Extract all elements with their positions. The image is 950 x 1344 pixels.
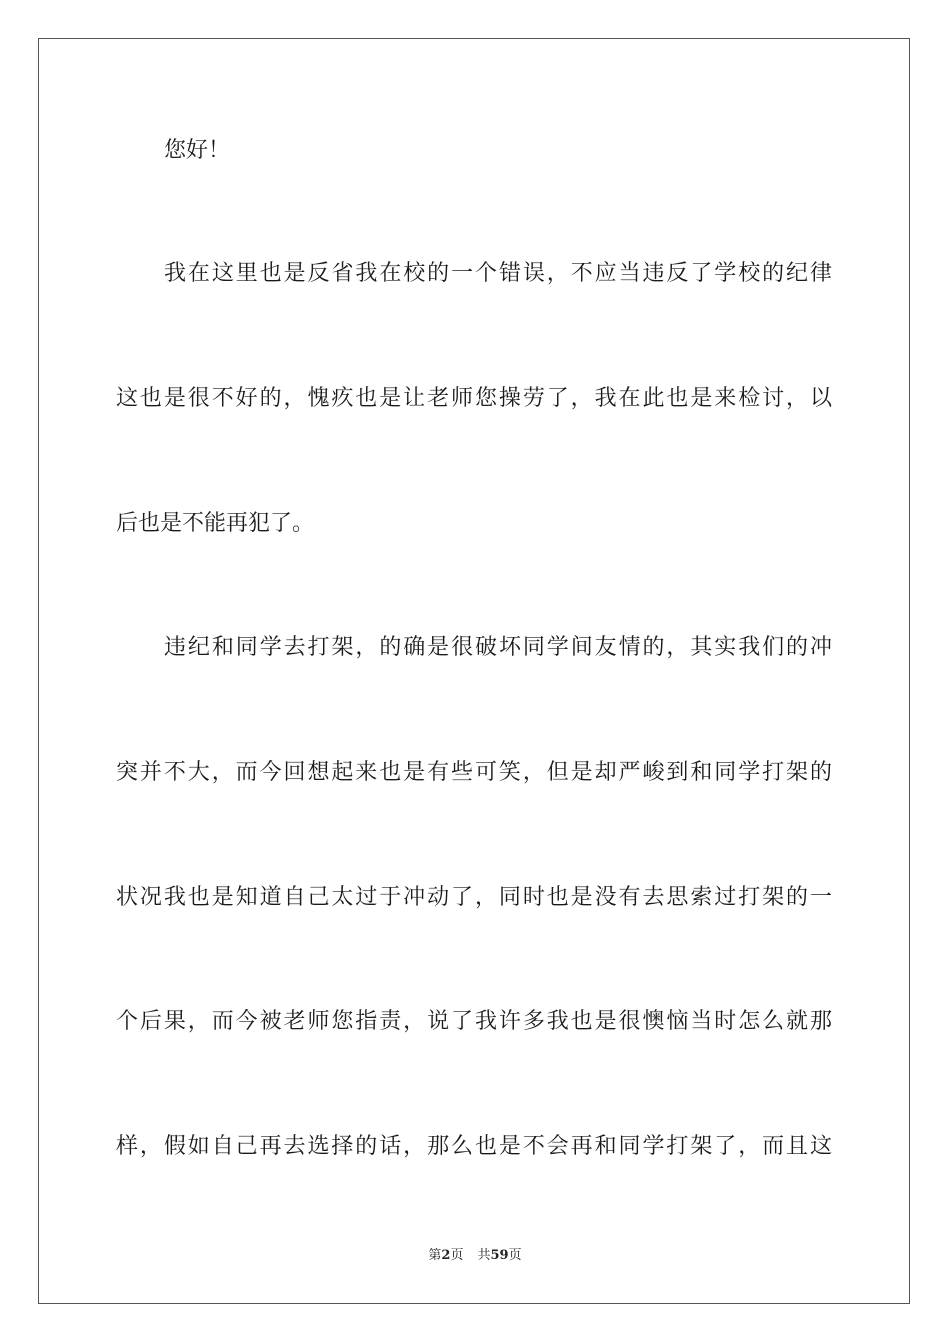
page-suffix: 页 [450, 1248, 464, 1263]
total-suffix: 页 [508, 1248, 522, 1263]
total-prefix: 共 [477, 1248, 491, 1263]
body-line-3: 后也是不能再犯了。 [116, 511, 315, 536]
page-prefix: 第 [428, 1248, 442, 1263]
body-line-4: 违纪和同学去打架，的确是很破坏同学间友情的，其实我们的冲 [164, 635, 832, 660]
page-number: 2 [441, 1248, 451, 1263]
body-line-1: 我在这里也是反省我在校的一个错误，不应当违反了学校的纪律 [164, 261, 832, 286]
total-pages: 59 [490, 1248, 509, 1263]
body-line-2: 这也是很不好的，愧疚也是让老师您操劳了，我在此也是来检讨，以 [116, 386, 832, 411]
body-line-6: 状况我也是知道自己太过于冲动了，同时也是没有去思索过打架的一 [116, 885, 832, 910]
body-line-7: 个后果，而今被老师您指责，说了我许多我也是很懊恼当时怎么就那 [116, 1009, 832, 1034]
page-border [38, 38, 910, 1304]
body-line-5: 突并不大，而今回想起来也是有些可笑，但是却严峻到和同学打架的 [116, 760, 832, 785]
greeting-line: 您好！ [164, 138, 231, 163]
page-footer [0, 1247, 950, 1265]
body-line-8: 样，假如自己再去选择的话，那么也是不会再和同学打架了，而且这 [116, 1134, 832, 1159]
